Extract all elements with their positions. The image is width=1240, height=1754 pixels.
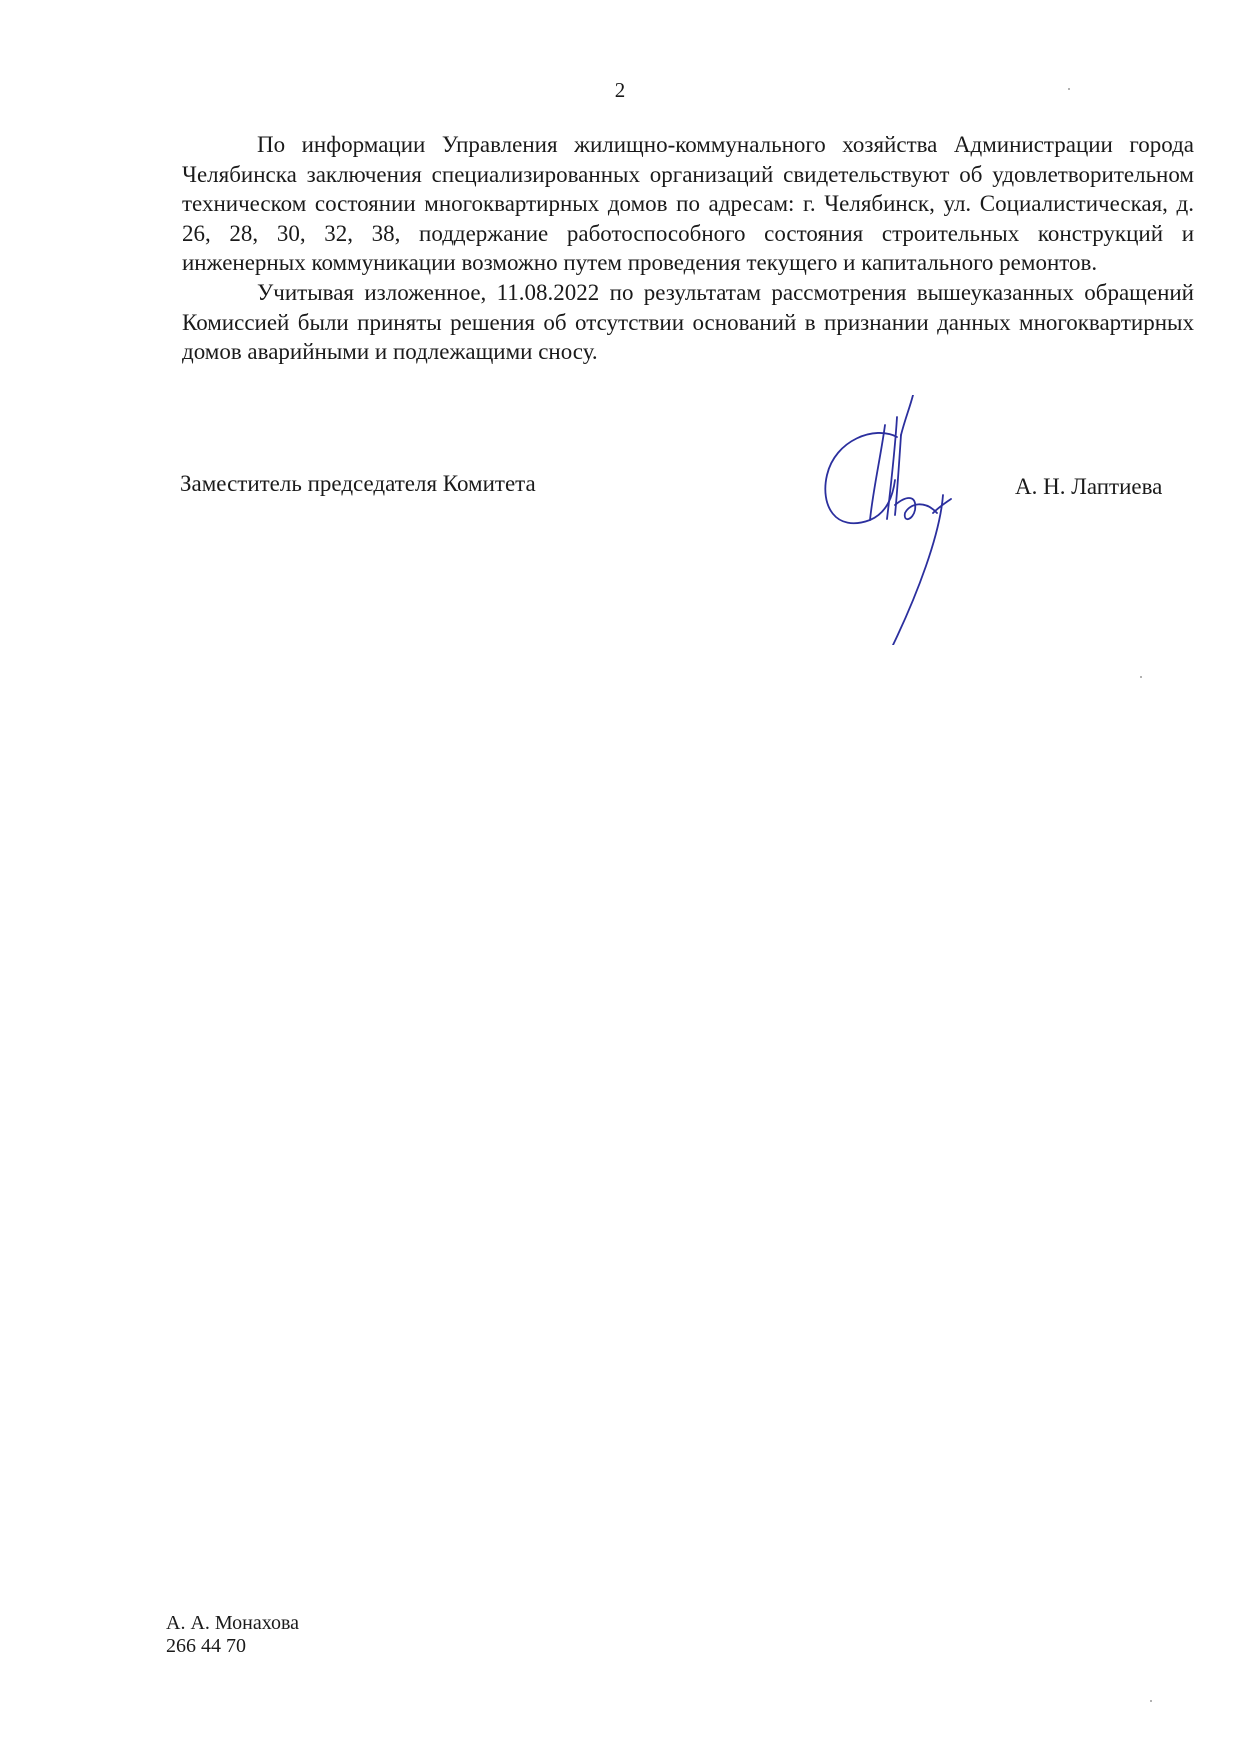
paragraph-commission-decision: Учитывая изложенное, 11.08.2022 по результатам рассмотрения вышеуказанных обращений Комиссией были приняты решения об отсутствии оснований в признании данных многоквартирных домов аварийными и подлежащими сносу. (182, 279, 1194, 365)
paragraph-housing-info: По информации Управления жилищно-коммунального хозяйства Администрации города Челябинска заключения специализированных организаций свидетельствуют об удовлетворительном техническом состоянии многоквартирных домов по адресам: г. Челябинск, ул. Социалистическая, д. 26, 28, 30, 32, 38, поддержание работоспособного состояния строительных конструкций и инженерных коммуникации возможно путем проведения текущего и капитального ремонтов. (182, 132, 1194, 276)
letter-body (182, 130, 1194, 367)
signer-name: А. Н. Лаптиева (1015, 474, 1163, 499)
scan-speck (1140, 676, 1142, 678)
signature-strokes (825, 395, 951, 645)
executor-phone: 266 44 70 (166, 1635, 246, 1657)
executor-info (166, 1612, 299, 1658)
scan-speck (1068, 88, 1070, 90)
page-number: 2 (614, 78, 626, 102)
scan-speck (1150, 1700, 1152, 1702)
signer-position-title: Заместитель председателя Комитета (180, 471, 536, 496)
executor-name: А. А. Монахова (166, 1612, 300, 1634)
handwritten-signature (815, 395, 975, 645)
